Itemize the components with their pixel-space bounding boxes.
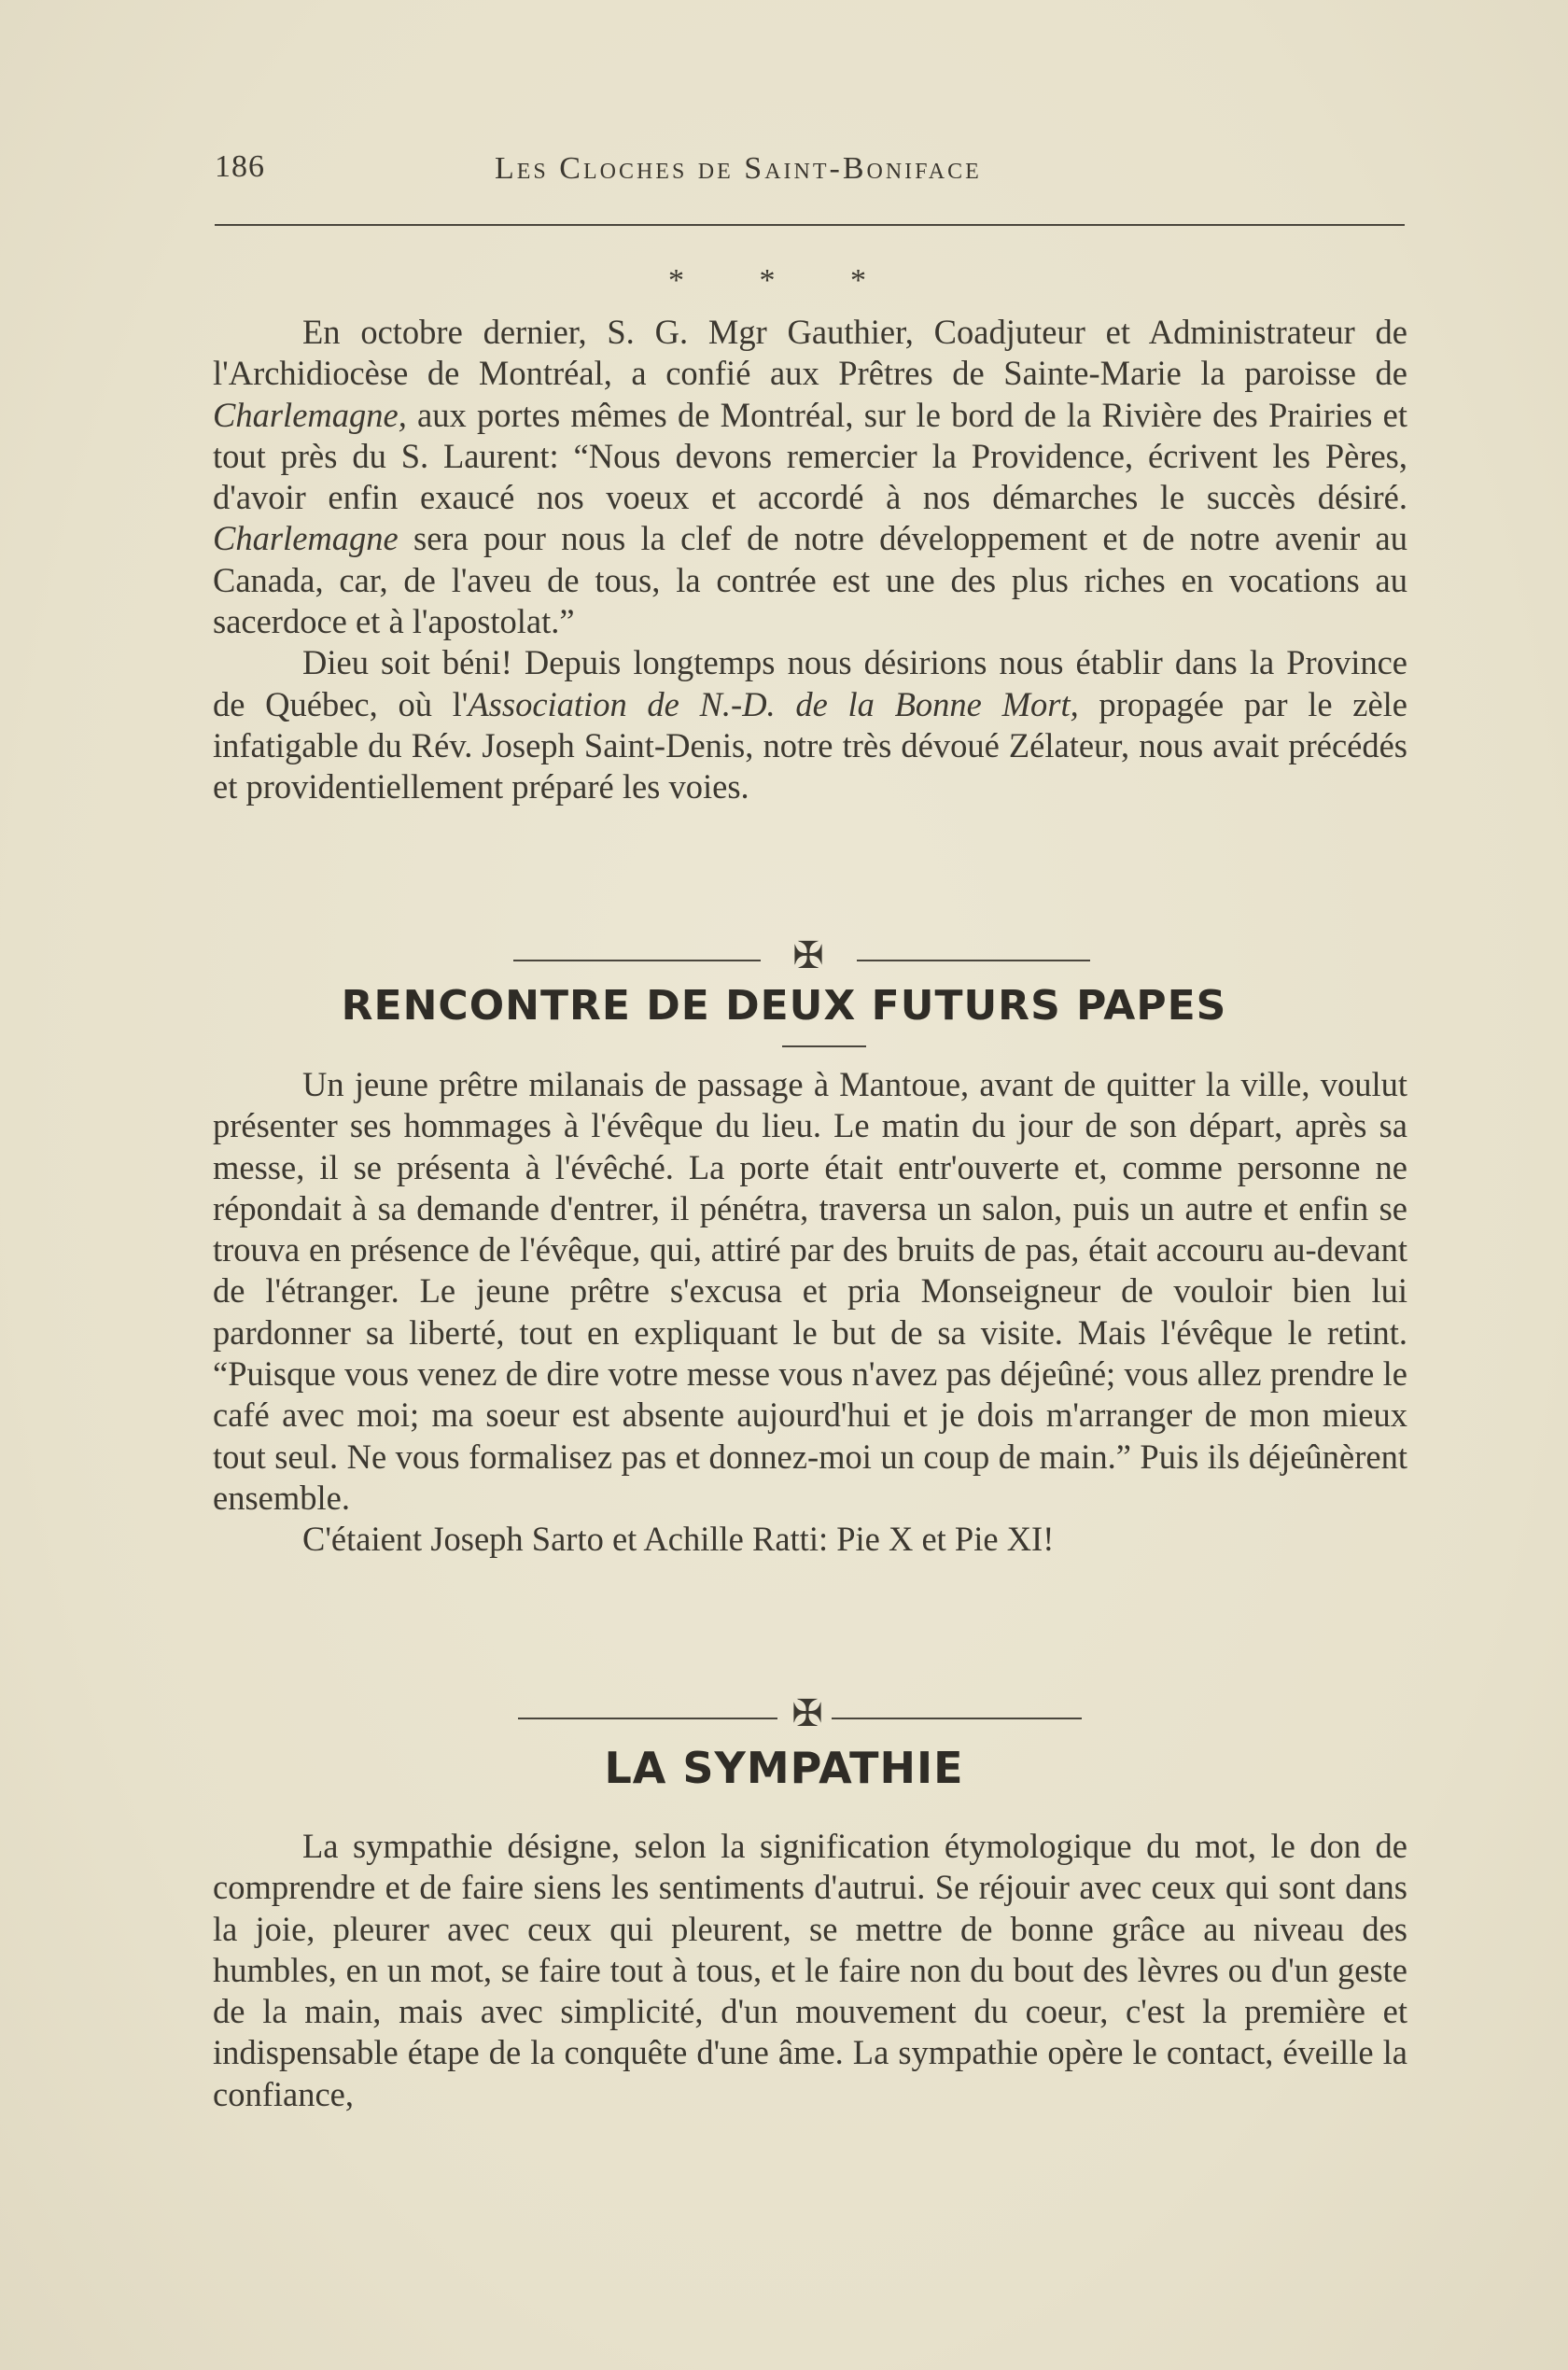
header-rule [215, 224, 1405, 226]
intro-section [213, 312, 1407, 808]
intro-p1-italic-b: Charlemagne [213, 519, 399, 558]
cross-icon: ✠ [791, 1692, 823, 1734]
intro-p1-text-a: En octobre dernier, S. G. Mgr Gauthier, Coadjuteur et Administrateur de l'Archidiocèse de Montréal, a confié aux Prêtres de Sainte-Marie la paroisse de [213, 313, 1407, 393]
separator-line-left [513, 960, 761, 961]
sympathy-section [213, 1826, 1407, 2115]
ornament-stars: * * * [668, 263, 900, 298]
sympathy-paragraph-1: La sympathie désigne, selon la signification étymologique du mot, le don de comprendre et de faire siens les sentiments d'autrui. Se réjouir avec ceux qui sont dans la joie, pleurer avec ceux qui pleurent, se mettre de bonne grâce au niveau des humbles, en un mot, se faire tout à tous, et le faire non du bout des lèvres ou d'un geste de la main, mais avec simplicité, d'un mouvement du coeur, c'est la première et indispensable étape de la conquête d'une âme. La sympathie opère le contact, éveille la confiance, [213, 1827, 1407, 2113]
section-title-popes: RENCONTRE DE DEUX FUTURS PAPES [341, 982, 1227, 1030]
intro-p1-italic-a: Charlemagne, [213, 395, 407, 434]
intro-p2-italic: Association de N.-D. de la Bonne Mort, [468, 684, 1079, 723]
cross-icon: ✠ [792, 934, 824, 976]
intro-p1-text-c: sera pour nous la clef de notre développement et de notre avenir au Canada, car, de l'aveu de tous, la contrée est une des plus riches en vocations au sacerdoce et à l'apostolat.” [213, 519, 1407, 641]
intro-p1-text-b: aux portes mêmes de Montréal, sur le bord de la Rivière des Prairies et tout près du S. Laurent: “Nous devons remercier la Providence, écrivent les Pères, d'avoir enfin exaucé nos voeux et accordé à nos démarches le succès désiré. [213, 395, 1407, 517]
popes-paragraph-1: Un jeune prêtre milanais de passage à Mantoue, avant de quitter la ville, voulut présenter ses hommages à l'évêque du lieu. Le matin du jour de son départ, après sa messe, il se présenta à l'évêché. La porte était entr'ouverte et, comme personne ne répondait à sa demande d'entrer, il pénétra, traversa un salon, puis un autre et enfin se trouva en présence de l'évêque, qui, attiré par des bruits de pas, était accouru au-devant de l'étranger. Le jeune prêtre s'excusa et pria Monseigneur de vouloir bien lui pardonner sa liberté, tout en expliquant le but de sa visite. Mais l'évêque le retint. “Puisque vous venez de dire votre messe vous n'avez pas déjeûné; vous allez prendre le café avec moi; ma soeur est absente aujourd'hui et je dois m'arranger de mon mieux tout seul. Ne vous formalisez pas et donnez-moi un coup de main.” Puis ils déjeûnèrent ensemble. [213, 1065, 1407, 1517]
separator-line-right [857, 960, 1090, 961]
intro-p2-text-a: Dieu soit béni! Depuis longtemps nous désirions nous établir dans la Province de Québec, où l' [213, 643, 1407, 723]
intro-paragraph-1 [213, 312, 1407, 642]
page-header [215, 149, 1405, 196]
separator-line-right [832, 1718, 1082, 1719]
section-separator-2 [518, 1692, 1097, 1734]
intro-p2-text-b: propagée par le zèle infatigable du Rév. Joseph Saint-Denis, notre très dévoué Zélateur, nous avait précédés et providentiellement préparé les voies. [213, 684, 1407, 806]
popes-paragraph-2: C'étaient Joseph Sarto et Achille Ratti: Pie X et Pie XI! [302, 1520, 1055, 1559]
section-title-sympathy: LA SYMPATHIE [604, 1743, 964, 1793]
section-separator-1 [513, 934, 1111, 976]
page-number: 186 [215, 149, 265, 184]
intro-paragraph-2 [213, 642, 1407, 807]
popes-section [213, 1064, 1407, 1561]
separator-line-left [518, 1718, 777, 1719]
running-title: Les Cloches de Saint-Boniface [495, 151, 982, 186]
title-underline-popes [782, 1045, 866, 1047]
